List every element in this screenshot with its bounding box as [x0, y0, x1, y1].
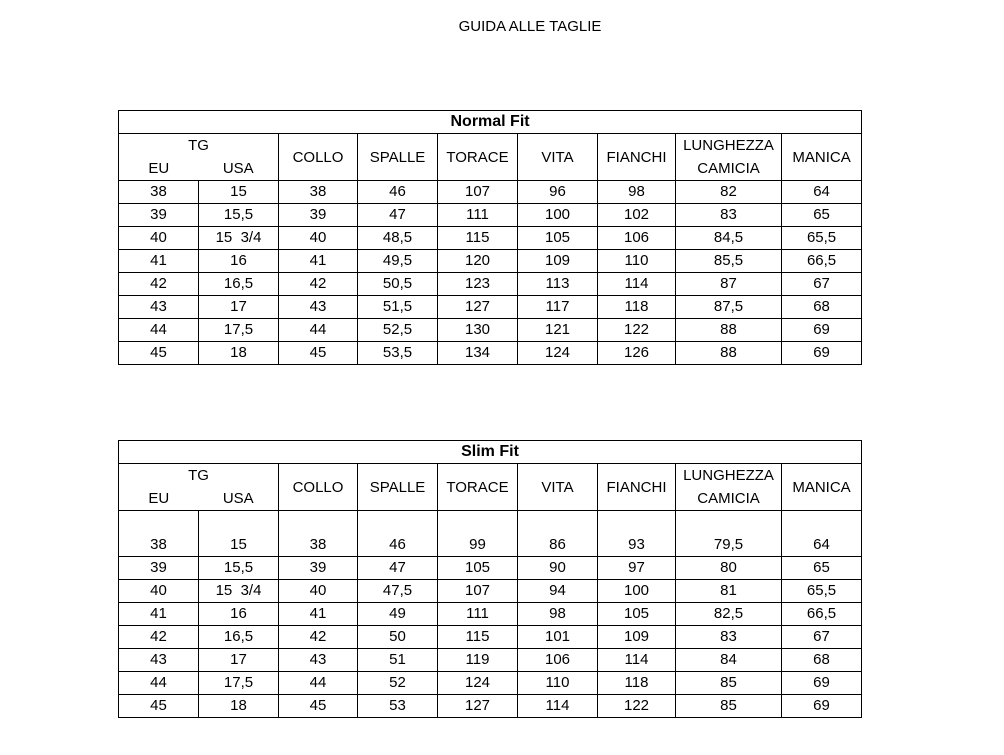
cell-eu: 44: [119, 319, 199, 342]
table-row: [119, 319, 862, 342]
cell-spalle: 47,5: [358, 580, 438, 603]
cell-lunghezza-camicia: 88: [676, 319, 782, 342]
header-manica: MANICA: [782, 134, 862, 181]
cell-collo: 39: [279, 557, 358, 580]
cell-eu: 45: [119, 695, 199, 718]
cell-fianchi: 106: [598, 227, 676, 250]
cell-torace: 115: [438, 227, 518, 250]
cell-spalle: 46: [358, 511, 438, 557]
cell-collo: 45: [279, 342, 358, 365]
header-torace: TORACE: [438, 464, 518, 511]
cell-fianchi: 126: [598, 342, 676, 365]
cell-lunghezza-camicia: 88: [676, 342, 782, 365]
cell-fianchi: 114: [598, 273, 676, 296]
cell-spalle: 49: [358, 603, 438, 626]
cell-usa: 18: [199, 342, 279, 365]
table-row: [119, 511, 862, 557]
cell-eu: 39: [119, 204, 199, 227]
cell-eu: 38: [119, 511, 199, 557]
header-lunghezza-camicia: [676, 464, 782, 511]
cell-lunghezza-camicia: 87: [676, 273, 782, 296]
cell-lunghezza-camicia: 85,5: [676, 250, 782, 273]
cell-collo: 41: [279, 250, 358, 273]
cell-manica: 69: [782, 672, 862, 695]
cell-manica: 65,5: [782, 227, 862, 250]
cell-manica: 69: [782, 342, 862, 365]
cell-lunghezza-camicia: 82,5: [676, 603, 782, 626]
cell-eu: 42: [119, 626, 199, 649]
cell-collo: 40: [279, 580, 358, 603]
cell-vita: 109: [518, 250, 598, 273]
cell-spalle: 50,5: [358, 273, 438, 296]
cell-vita: 94: [518, 580, 598, 603]
cell-torace: 105: [438, 557, 518, 580]
header-collo: COLLO: [279, 134, 358, 181]
cell-manica: 64: [782, 511, 862, 557]
cell-collo: 38: [279, 181, 358, 204]
header-vita: VITA: [518, 464, 598, 511]
cell-lunghezza-camicia: 84,5: [676, 227, 782, 250]
cell-lunghezza-camicia: 81: [676, 580, 782, 603]
cell-manica: 66,5: [782, 603, 862, 626]
header-fianchi: FIANCHI: [598, 134, 676, 181]
cell-usa: 15,5: [199, 557, 279, 580]
header-row: [119, 464, 862, 488]
cell-spalle: 47: [358, 204, 438, 227]
cell-spalle: 52,5: [358, 319, 438, 342]
table-row: [119, 695, 862, 718]
cell-vita: 86: [518, 511, 598, 557]
cell-usa: 17,5: [199, 319, 279, 342]
cell-collo: 42: [279, 626, 358, 649]
cell-usa: 15: [199, 511, 279, 557]
cell-torace: 99: [438, 511, 518, 557]
cell-torace: 111: [438, 204, 518, 227]
page-title: GUIDA ALLE TAGLIE: [458, 18, 602, 35]
header-usa: USA: [199, 158, 279, 181]
cell-manica: 66,5: [782, 250, 862, 273]
cell-usa: 17,5: [199, 672, 279, 695]
cell-usa: 15 3/4: [199, 227, 279, 250]
cell-fianchi: 97: [598, 557, 676, 580]
cell-spalle: 49,5: [358, 250, 438, 273]
cell-usa: 15: [199, 181, 279, 204]
cell-fianchi: 118: [598, 672, 676, 695]
header-collo: COLLO: [279, 464, 358, 511]
cell-torace: 130: [438, 319, 518, 342]
cell-usa: 15,5: [199, 204, 279, 227]
table-title-row: [119, 441, 862, 464]
cell-vita: 105: [518, 227, 598, 250]
header-row: [119, 134, 862, 158]
cell-manica: 69: [782, 695, 862, 718]
cell-usa: 15 3/4: [199, 580, 279, 603]
cell-manica: 65: [782, 204, 862, 227]
header-spalle: SPALLE: [358, 134, 438, 181]
cell-torace: 127: [438, 695, 518, 718]
table-row: [119, 250, 862, 273]
cell-vita: 98: [518, 603, 598, 626]
cell-eu: 44: [119, 672, 199, 695]
cell-usa: 18: [199, 695, 279, 718]
header-fianchi: FIANCHI: [598, 464, 676, 511]
cell-torace: 111: [438, 603, 518, 626]
cell-manica: 69: [782, 319, 862, 342]
table-row: [119, 603, 862, 626]
table-row: [119, 181, 862, 204]
cell-collo: 40: [279, 227, 358, 250]
cell-fianchi: 102: [598, 204, 676, 227]
cell-lunghezza-camicia: 83: [676, 204, 782, 227]
cell-vita: 124: [518, 342, 598, 365]
cell-lunghezza-camicia: 85: [676, 672, 782, 695]
cell-fianchi: 118: [598, 296, 676, 319]
cell-spalle: 53: [358, 695, 438, 718]
table-row: [119, 273, 862, 296]
slim-fit-table: [118, 440, 862, 718]
header-eu: EU: [119, 158, 199, 181]
cell-usa: 16: [199, 250, 279, 273]
cell-vita: 106: [518, 649, 598, 672]
cell-torace: 134: [438, 342, 518, 365]
header-usa: USA: [199, 488, 279, 511]
cell-fianchi: 93: [598, 511, 676, 557]
cell-usa: 17: [199, 296, 279, 319]
cell-fianchi: 109: [598, 626, 676, 649]
cell-manica: 68: [782, 296, 862, 319]
table-row: [119, 649, 862, 672]
cell-fianchi: 105: [598, 603, 676, 626]
cell-vita: 121: [518, 319, 598, 342]
cell-usa: 16: [199, 603, 279, 626]
cell-eu: 43: [119, 649, 199, 672]
cell-manica: 64: [782, 181, 862, 204]
cell-spalle: 48,5: [358, 227, 438, 250]
cell-manica: 65: [782, 557, 862, 580]
cell-spalle: 52: [358, 672, 438, 695]
cell-spalle: 51: [358, 649, 438, 672]
cell-lunghezza-camicia: 87,5: [676, 296, 782, 319]
cell-torace: 107: [438, 580, 518, 603]
cell-lunghezza-camicia: 85: [676, 695, 782, 718]
header-vita: VITA: [518, 134, 598, 181]
cell-fianchi: 100: [598, 580, 676, 603]
table-row: [119, 227, 862, 250]
cell-fianchi: 114: [598, 649, 676, 672]
cell-collo: 43: [279, 296, 358, 319]
cell-torace: 127: [438, 296, 518, 319]
cell-torace: 115: [438, 626, 518, 649]
header-manica: MANICA: [782, 464, 862, 511]
cell-eu: 45: [119, 342, 199, 365]
cell-collo: 38: [279, 511, 358, 557]
table-title: Slim Fit: [119, 441, 862, 464]
cell-torace: 107: [438, 181, 518, 204]
cell-eu: 43: [119, 296, 199, 319]
cell-lunghezza-camicia: 83: [676, 626, 782, 649]
cell-vita: 114: [518, 695, 598, 718]
cell-collo: 44: [279, 319, 358, 342]
cell-eu: 41: [119, 250, 199, 273]
cell-vita: 101: [518, 626, 598, 649]
cell-manica: 68: [782, 649, 862, 672]
cell-usa: 17: [199, 649, 279, 672]
table-row: [119, 580, 862, 603]
header-spalle: SPALLE: [358, 464, 438, 511]
cell-eu: 39: [119, 557, 199, 580]
table-row: [119, 557, 862, 580]
header-eu: EU: [119, 488, 199, 511]
cell-eu: 41: [119, 603, 199, 626]
header-lunghezza-line2: CAMICIA: [697, 490, 760, 507]
cell-eu: 40: [119, 227, 199, 250]
cell-fianchi: 122: [598, 695, 676, 718]
table-row: [119, 672, 862, 695]
cell-spalle: 46: [358, 181, 438, 204]
cell-fianchi: 110: [598, 250, 676, 273]
table-row: [119, 204, 862, 227]
cell-vita: 96: [518, 181, 598, 204]
header-lunghezza-line1: LUNGHEZZA: [683, 467, 774, 484]
header-torace: TORACE: [438, 134, 518, 181]
cell-fianchi: 98: [598, 181, 676, 204]
table-title: Normal Fit: [119, 111, 862, 134]
cell-collo: 41: [279, 603, 358, 626]
table-title-row: [119, 111, 862, 134]
cell-torace: 123: [438, 273, 518, 296]
cell-usa: 16,5: [199, 626, 279, 649]
header-lunghezza-line1: LUNGHEZZA: [683, 137, 774, 154]
table-row: [119, 626, 862, 649]
cell-collo: 44: [279, 672, 358, 695]
cell-spalle: 51,5: [358, 296, 438, 319]
cell-eu: 38: [119, 181, 199, 204]
cell-lunghezza-camicia: 79,5: [676, 511, 782, 557]
cell-torace: 119: [438, 649, 518, 672]
cell-spalle: 47: [358, 557, 438, 580]
cell-manica: 65,5: [782, 580, 862, 603]
table-row: [119, 296, 862, 319]
cell-vita: 117: [518, 296, 598, 319]
cell-collo: 42: [279, 273, 358, 296]
cell-torace: 124: [438, 672, 518, 695]
cell-collo: 43: [279, 649, 358, 672]
cell-vita: 100: [518, 204, 598, 227]
cell-spalle: 50: [358, 626, 438, 649]
cell-manica: 67: [782, 273, 862, 296]
cell-collo: 39: [279, 204, 358, 227]
cell-vita: 90: [518, 557, 598, 580]
cell-vita: 113: [518, 273, 598, 296]
cell-eu: 40: [119, 580, 199, 603]
table-row: [119, 342, 862, 365]
cell-lunghezza-camicia: 80: [676, 557, 782, 580]
cell-vita: 110: [518, 672, 598, 695]
header-lunghezza-line2: CAMICIA: [697, 160, 760, 177]
cell-collo: 45: [279, 695, 358, 718]
cell-lunghezza-camicia: 84: [676, 649, 782, 672]
cell-torace: 120: [438, 250, 518, 273]
cell-spalle: 53,5: [358, 342, 438, 365]
header-lunghezza-camicia: [676, 134, 782, 181]
normal-fit-table: [118, 110, 862, 365]
cell-lunghezza-camicia: 82: [676, 181, 782, 204]
cell-fianchi: 122: [598, 319, 676, 342]
cell-manica: 67: [782, 626, 862, 649]
header-tg: TG: [119, 464, 279, 488]
cell-usa: 16,5: [199, 273, 279, 296]
cell-eu: 42: [119, 273, 199, 296]
header-tg: TG: [119, 134, 279, 158]
